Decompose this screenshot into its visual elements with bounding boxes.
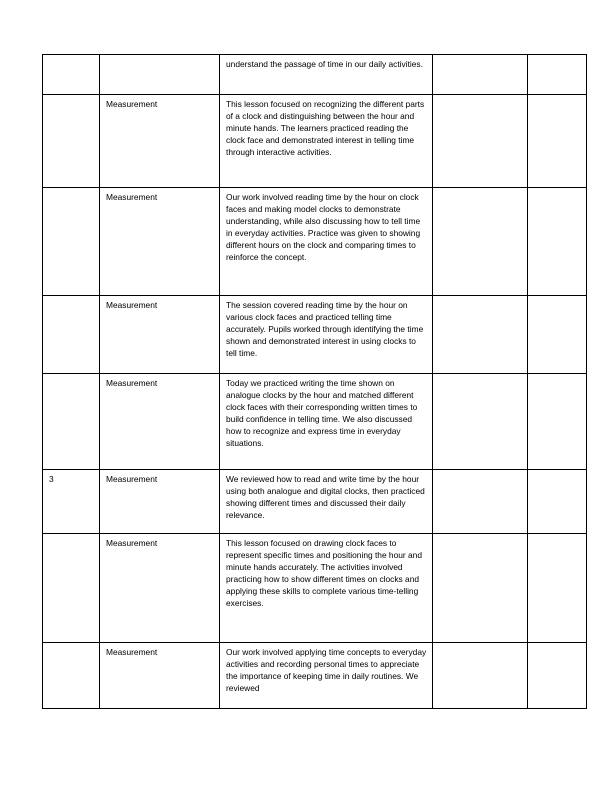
empty-cell: [433, 95, 528, 188]
description-cell: Our work involved reading time by the hour on clock faces and making model clocks to demonstrate understanding, while also discussing how to tell time in everyday activities. Practice was given to showing different hours on the clock and comparing times to reinforce the concept.: [220, 188, 433, 296]
description-cell: Today we practiced writing the time shown on analogue clocks by the hour and matched different clock faces with their corresponding written times to build confidence in telling time. We also discussed how to recognize and express time in everyday situations.: [220, 374, 433, 470]
table-row: [43, 188, 587, 296]
strand-cell: Measurement: [100, 534, 220, 643]
empty-cell: [528, 643, 587, 709]
strand-cell: Measurement: [100, 95, 220, 188]
table-row: [43, 643, 587, 709]
table-row: [43, 95, 587, 188]
description-cell: The session covered reading time by the hour on various clock faces and practiced telling time accurately. Pupils worked through identifying the time shown and demonstrated interest in using clocks to tell time.: [220, 296, 433, 374]
strand-cell: Measurement: [100, 374, 220, 470]
empty-cell: [528, 534, 587, 643]
description-cell: This lesson focused on drawing clock faces to represent specific times and positioning the hour and minute hands accurately. The activities involved practicing how to show different times on clocks and applying these skills to complete various time-telling exercises.: [220, 534, 433, 643]
empty-cell: [528, 95, 587, 188]
empty-cell: [433, 296, 528, 374]
week-cell: [43, 643, 100, 709]
description-cell: We reviewed how to read and write time by the hour using both analogue and digital clocks, then practiced showing different times and discussed their daily relevance.: [220, 470, 433, 534]
table-row: [43, 470, 587, 534]
strand-cell: Measurement: [100, 470, 220, 534]
table-row: [43, 534, 587, 643]
empty-cell: [528, 374, 587, 470]
week-cell: [43, 55, 100, 95]
empty-cell: [433, 374, 528, 470]
strand-cell: [100, 55, 220, 95]
week-cell: [43, 188, 100, 296]
empty-cell: [433, 55, 528, 95]
description-cell: understand the passage of time in our daily activities.: [220, 55, 433, 95]
table-row: [43, 55, 587, 95]
week-cell: 3: [43, 470, 100, 534]
empty-cell: [528, 470, 587, 534]
strand-cell: Measurement: [100, 188, 220, 296]
empty-cell: [528, 188, 587, 296]
table-row: [43, 374, 587, 470]
strand-cell: Measurement: [100, 643, 220, 709]
empty-cell: [433, 188, 528, 296]
empty-cell: [433, 534, 528, 643]
week-cell: [43, 95, 100, 188]
empty-cell: [433, 470, 528, 534]
empty-cell: [528, 55, 587, 95]
lesson-record-table: [42, 54, 587, 709]
empty-cell: [528, 296, 587, 374]
strand-cell: Measurement: [100, 296, 220, 374]
empty-cell: [433, 643, 528, 709]
description-cell: This lesson focused on recognizing the different parts of a clock and distinguishing between the hour and minute hands. The learners practiced reading the clock face and demonstrated interest in telling time through interactive activities.: [220, 95, 433, 188]
description-cell: Our work involved applying time concepts to everyday activities and recording personal times to appreciate the importance of keeping time in daily routines. We reviewed: [220, 643, 433, 709]
week-cell: [43, 534, 100, 643]
week-cell: [43, 296, 100, 374]
table-row: [43, 296, 587, 374]
week-cell: [43, 374, 100, 470]
